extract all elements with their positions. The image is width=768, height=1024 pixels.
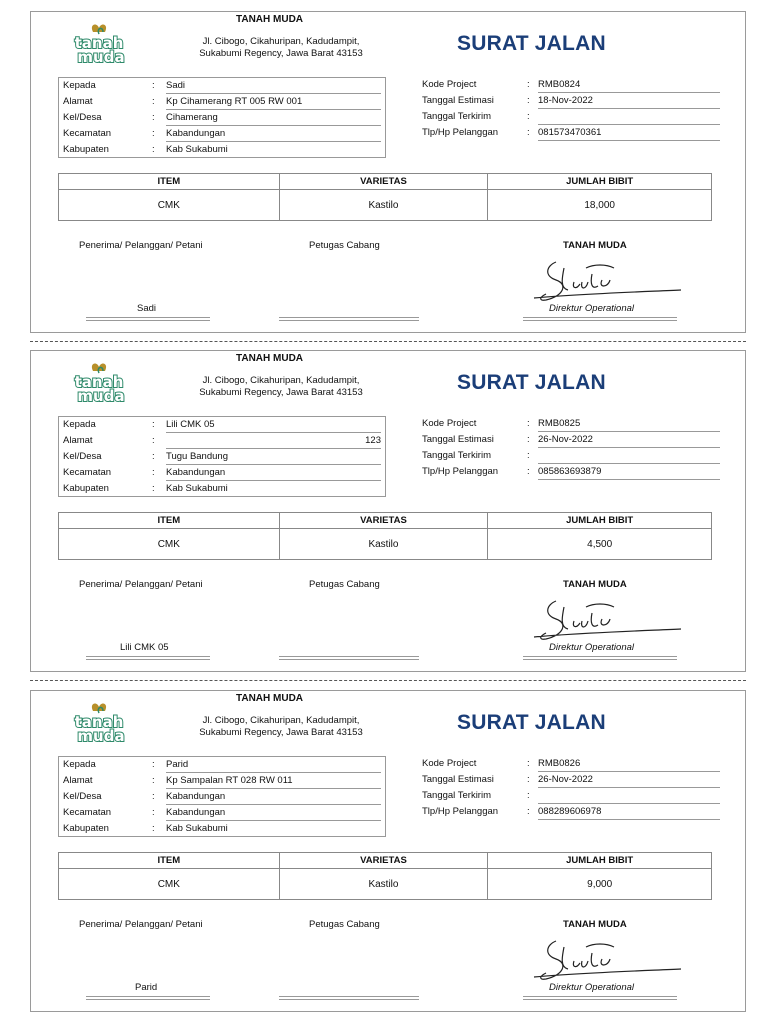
surat-jalan-document xyxy=(30,690,746,1012)
jumlah-bibit-cell: 4,500 xyxy=(488,529,712,560)
petugas-cabang-label: Petugas Cabang xyxy=(309,240,380,251)
kecamatan-value: Kabandungan xyxy=(166,126,381,142)
kode-project-label: Kode Project xyxy=(422,418,477,429)
director-signature xyxy=(516,254,686,306)
kecamatan-value: Kabandungan xyxy=(166,805,381,821)
keldesa-label: Kel/Desa xyxy=(63,791,102,802)
kode-project-row: Kode Project : RMB0826 xyxy=(420,756,720,772)
tanggal-terkirim-row: Tanggal Terkirim : xyxy=(420,788,720,804)
alamat-row: Alamat : 123 xyxy=(59,433,385,449)
petugas-signature-line xyxy=(279,996,419,1000)
kode-project-value: RMB0825 xyxy=(538,416,720,432)
tlp-pelanggan-row: Tlp/Hp Pelanggan : 088289606978 xyxy=(420,804,720,820)
kode-project-label: Kode Project xyxy=(422,79,477,90)
surat-jalan-document xyxy=(30,350,746,672)
kode-project-value: RMB0826 xyxy=(538,756,720,772)
kabupaten-row: Kabupaten : Kab Sukabumi xyxy=(59,821,385,837)
company-name: TANAH MUDA xyxy=(236,14,304,25)
item-cell: CMK xyxy=(59,869,280,900)
address-line-2: Sukabumi Regency, Jawa Barat 43153 xyxy=(199,727,363,738)
kecamatan-row: Kecamatan : Kabandungan xyxy=(59,805,385,821)
kode-project-label: Kode Project xyxy=(422,758,477,769)
tanggal-estimasi-row: Tanggal Estimasi : 26-Nov-2022 xyxy=(420,772,720,788)
jumlah-bibit-cell: 18,000 xyxy=(488,190,712,221)
director-signature-line xyxy=(523,317,677,321)
kabupaten-label: Kabupaten xyxy=(63,823,109,834)
cut-line-1 xyxy=(30,341,746,342)
tanggal-terkirim-value xyxy=(538,788,720,804)
keldesa-value: Tugu Bandung xyxy=(166,449,381,465)
alamat-value: Kp Cihamerang RT 005 RW 001 xyxy=(166,94,381,110)
kode-project-row: Kode Project : RMB0824 xyxy=(420,77,720,93)
kecamatan-row: Kecamatan : Kabandungan xyxy=(59,465,385,481)
petugas-cabang-label: Petugas Cabang xyxy=(309,579,380,590)
penerima-label: Penerima/ Pelanggan/ Petani xyxy=(79,919,203,930)
kode-project-row: Kode Project : RMB0825 xyxy=(420,416,720,432)
kecamatan-value: Kabandungan xyxy=(166,465,381,481)
alamat-row: Alamat : Kp Sampalan RT 028 RW 011 xyxy=(59,773,385,789)
kepada-row: Kepada : Lili CMK 05 xyxy=(59,417,385,433)
recipient-box xyxy=(58,756,386,837)
kabupaten-row: Kabupaten : Kab Sukabumi xyxy=(59,142,385,158)
item-header: ITEM xyxy=(59,513,280,529)
alamat-value: Kp Sampalan RT 028 RW 011 xyxy=(166,773,381,789)
tlp-pelanggan-row: Tlp/Hp Pelanggan : 081573470361 xyxy=(420,125,720,141)
penerima-label: Penerima/ Pelanggan/ Petani xyxy=(79,579,203,590)
kabupaten-row: Kabupaten : Kab Sukabumi xyxy=(59,481,385,497)
table-row xyxy=(59,190,712,221)
project-info xyxy=(420,416,720,480)
director-signature-line xyxy=(523,996,677,1000)
svg-text:muda: muda xyxy=(77,387,125,405)
jumlah-bibit-header: JUMLAH BIBIT xyxy=(488,174,712,190)
director-signature xyxy=(516,933,686,985)
kepada-value: Sadi xyxy=(166,78,381,94)
company-name: TANAH MUDA xyxy=(236,353,304,364)
keldesa-value: Cihamerang xyxy=(166,110,381,126)
alamat-row: Alamat : Kp Cihamerang RT 005 RW 001 xyxy=(59,94,385,110)
table-row xyxy=(59,529,712,560)
tlp-pelanggan-label: Tlp/Hp Pelanggan xyxy=(422,466,499,477)
kepada-row: Kepada : Parid xyxy=(59,757,385,773)
alamat-label: Alamat xyxy=(63,96,93,107)
kepada-row: Kepada : Sadi xyxy=(59,78,385,94)
table-row xyxy=(59,869,712,900)
varietas-cell: Kastilo xyxy=(279,529,488,560)
tanggal-estimasi-row: Tanggal Estimasi : 18-Nov-2022 xyxy=(420,93,720,109)
director-signature xyxy=(516,593,686,645)
penerima-label: Penerima/ Pelanggan/ Petani xyxy=(79,240,203,251)
jumlah-bibit-header: JUMLAH BIBIT xyxy=(488,853,712,869)
kecamatan-row: Kecamatan : Kabandungan xyxy=(59,126,385,142)
kabupaten-value: Kab Sukabumi xyxy=(166,483,228,494)
company-signature-label: TANAH MUDA xyxy=(563,240,627,251)
tanggal-estimasi-label: Tanggal Estimasi xyxy=(422,774,494,785)
petugas-signature-line xyxy=(279,656,419,660)
svg-text:tanah: tanah xyxy=(74,713,124,731)
kepada-label: Kepada xyxy=(63,80,96,91)
penerima-name: Lili CMK 05 xyxy=(120,642,169,653)
varietas-header: VARIETAS xyxy=(279,174,488,190)
svg-text:muda: muda xyxy=(77,48,125,66)
table-header-row xyxy=(59,513,712,529)
company-name: TANAH MUDA xyxy=(236,693,304,704)
item-cell: CMK xyxy=(59,190,280,221)
alamat-value: 123 xyxy=(166,433,381,449)
penerima-signature-line xyxy=(86,656,210,660)
tlp-pelanggan-label: Tlp/Hp Pelanggan xyxy=(422,806,499,817)
recipient-box xyxy=(58,416,386,497)
company-address xyxy=(181,36,381,60)
tanggal-estimasi-value: 26-Nov-2022 xyxy=(538,772,720,788)
company-signature-label: TANAH MUDA xyxy=(563,579,627,590)
company-signature-label: TANAH MUDA xyxy=(563,919,627,930)
varietas-header: VARIETAS xyxy=(279,853,488,869)
tanggal-estimasi-row: Tanggal Estimasi : 26-Nov-2022 xyxy=(420,432,720,448)
recipient-box xyxy=(58,77,386,158)
penerima-name: Sadi xyxy=(137,303,157,314)
document-title: SURAT JALAN xyxy=(457,371,606,394)
tanggal-estimasi-label: Tanggal Estimasi xyxy=(422,434,494,445)
tanggal-terkirim-value xyxy=(538,109,720,125)
items-table xyxy=(58,512,712,560)
kabupaten-value: Kab Sukabumi xyxy=(166,823,228,834)
tanah-muda-logo xyxy=(63,701,135,745)
keldesa-label: Kel/Desa xyxy=(63,451,102,462)
address-line-2: Sukabumi Regency, Jawa Barat 43153 xyxy=(199,387,363,398)
jumlah-bibit-header: JUMLAH BIBIT xyxy=(488,513,712,529)
director-title: Direktur Operational xyxy=(549,303,635,314)
tanggal-terkirim-label: Tanggal Terkirim xyxy=(422,450,491,461)
tanggal-terkirim-label: Tanggal Terkirim xyxy=(422,111,491,122)
tanggal-terkirim-row: Tanggal Terkirim : xyxy=(420,448,720,464)
kabupaten-label: Kabupaten xyxy=(63,144,109,155)
petugas-signature-line xyxy=(279,317,419,321)
jumlah-bibit-cell: 9,000 xyxy=(488,869,712,900)
tanggal-estimasi-value: 26-Nov-2022 xyxy=(538,432,720,448)
director-title: Direktur Operational xyxy=(549,982,635,993)
kecamatan-label: Kecamatan xyxy=(63,128,112,139)
svg-text:tanah: tanah xyxy=(74,373,124,391)
svg-text:muda: muda xyxy=(77,727,125,745)
keldesa-label: Kel/Desa xyxy=(63,112,102,123)
cut-line-2 xyxy=(30,680,746,681)
keldesa-row: Kel/Desa : Tugu Bandung xyxy=(59,449,385,465)
kepada-value: Parid xyxy=(166,757,381,773)
items-table xyxy=(58,173,712,221)
penerima-name: Parid xyxy=(135,982,158,993)
item-header: ITEM xyxy=(59,853,280,869)
tanah-muda-logo xyxy=(63,22,135,66)
tlp-pelanggan-value: 085863693879 xyxy=(538,464,720,480)
project-info xyxy=(420,756,720,820)
petugas-cabang-label: Petugas Cabang xyxy=(309,919,380,930)
kabupaten-value: Kab Sukabumi xyxy=(166,144,228,155)
company-address xyxy=(181,375,381,399)
tanggal-terkirim-row: Tanggal Terkirim : xyxy=(420,109,720,125)
tlp-pelanggan-value: 081573470361 xyxy=(538,125,720,141)
document-title: SURAT JALAN xyxy=(457,711,606,734)
item-cell: CMK xyxy=(59,529,280,560)
kecamatan-label: Kecamatan xyxy=(63,467,112,478)
keldesa-row: Kel/Desa : Kabandungan xyxy=(59,789,385,805)
kabupaten-label: Kabupaten xyxy=(63,483,109,494)
penerima-signature-line xyxy=(86,996,210,1000)
kepada-label: Kepada xyxy=(63,759,96,770)
kepada-value: Lili CMK 05 xyxy=(166,417,381,433)
address-line-1: Jl. Cibogo, Cikahuripan, Kadudampit, xyxy=(202,375,360,386)
director-signature-line xyxy=(523,656,677,660)
table-header-row xyxy=(59,853,712,869)
surat-jalan-document xyxy=(30,11,746,333)
project-info xyxy=(420,77,720,141)
address-line-1: Jl. Cibogo, Cikahuripan, Kadudampit, xyxy=(202,36,360,47)
address-line-1: Jl. Cibogo, Cikahuripan, Kadudampit, xyxy=(202,715,360,726)
tanggal-estimasi-label: Tanggal Estimasi xyxy=(422,95,494,106)
tanggal-terkirim-value xyxy=(538,448,720,464)
company-address xyxy=(181,715,381,739)
table-header-row xyxy=(59,174,712,190)
tlp-pelanggan-row: Tlp/Hp Pelanggan : 085863693879 xyxy=(420,464,720,480)
varietas-cell: Kastilo xyxy=(279,869,488,900)
penerima-signature-line xyxy=(86,317,210,321)
keldesa-row: Kel/Desa : Cihamerang xyxy=(59,110,385,126)
varietas-cell: Kastilo xyxy=(279,190,488,221)
alamat-label: Alamat xyxy=(63,435,93,446)
director-title: Direktur Operational xyxy=(549,642,635,653)
svg-text:tanah: tanah xyxy=(74,34,124,52)
items-table xyxy=(58,852,712,900)
kepada-label: Kepada xyxy=(63,419,96,430)
varietas-header: VARIETAS xyxy=(279,513,488,529)
address-line-2: Sukabumi Regency, Jawa Barat 43153 xyxy=(199,48,363,59)
tanggal-terkirim-label: Tanggal Terkirim xyxy=(422,790,491,801)
keldesa-value: Kabandungan xyxy=(166,789,381,805)
document-title: SURAT JALAN xyxy=(457,32,606,55)
item-header: ITEM xyxy=(59,174,280,190)
kecamatan-label: Kecamatan xyxy=(63,807,112,818)
alamat-label: Alamat xyxy=(63,775,93,786)
tanah-muda-logo xyxy=(63,361,135,405)
kode-project-value: RMB0824 xyxy=(538,77,720,93)
tlp-pelanggan-value: 088289606978 xyxy=(538,804,720,820)
tlp-pelanggan-label: Tlp/Hp Pelanggan xyxy=(422,127,499,138)
tanggal-estimasi-value: 18-Nov-2022 xyxy=(538,93,720,109)
